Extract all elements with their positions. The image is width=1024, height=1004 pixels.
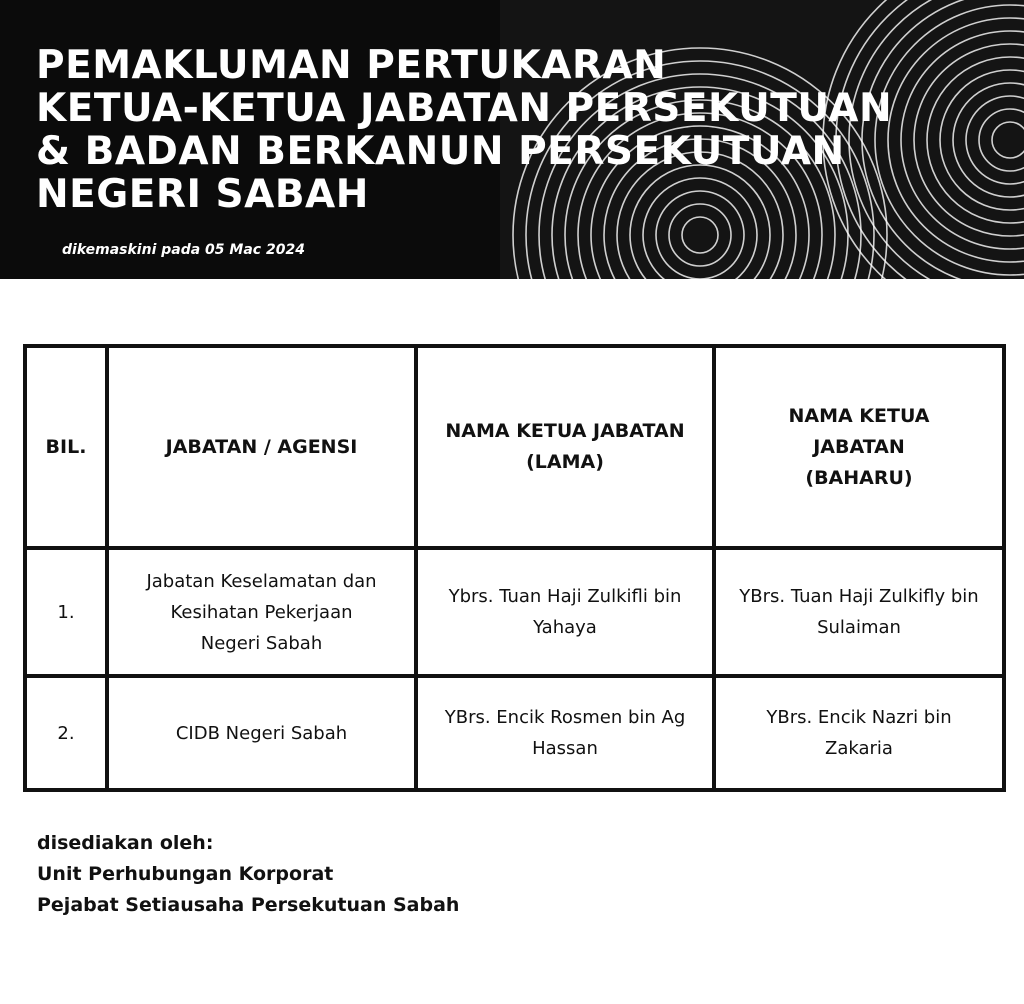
cell-new-head-line: YBrs. Encik Nazri bin <box>766 707 952 728</box>
cell-agency-line: Negeri Sabah <box>200 632 323 654</box>
header-agency-label: JABATAN / AGENSI <box>165 435 358 458</box>
prepared-by-label: disediakan oleh: <box>37 832 214 854</box>
office-name: Pejabat Setiausaha Persekutuan Sabah <box>37 894 460 916</box>
title-line: KETUA-KETUA JABATAN PERSEKUTUAN <box>36 86 893 131</box>
cell-old-head-line: Ybrs. Tuan Haji Zulkifli bin <box>448 586 682 607</box>
cell-old-head-line: Yahaya <box>533 617 597 638</box>
cell-new-head-line: Zakaria <box>825 738 893 759</box>
cell-bil <box>25 548 107 676</box>
header-new-head-line: JABATAN <box>813 435 905 458</box>
unit-name: Unit Perhubungan Korporat <box>37 863 334 885</box>
header-bil <box>25 346 107 548</box>
header-agency <box>107 346 416 548</box>
updated-date: dikemaskini pada 05 Mac 2024 <box>62 242 305 258</box>
cell-old-head-line: YBrs. Encik Rosmen bin Ag <box>444 707 686 728</box>
header-old-head <box>416 346 714 548</box>
page-title <box>36 44 996 216</box>
cell-new-head-line: Sulaiman <box>817 617 901 638</box>
cell-agency-line: CIDB Negeri Sabah <box>175 722 348 744</box>
cell-bil-text: 1. <box>57 601 75 623</box>
title-line: & BADAN BERKANUN PERSEKUTUAN <box>36 129 845 174</box>
header-bil-label: BIL. <box>45 435 87 458</box>
cell-agency-line: Kesihatan Pekerjaan <box>170 601 353 623</box>
cell-old-head <box>416 676 714 790</box>
header-new-head-line: NAMA KETUA <box>788 404 930 427</box>
header-banner <box>0 0 1024 279</box>
footer-credits <box>37 828 459 921</box>
title-line: NEGERI SABAH <box>36 172 369 217</box>
table-header-row <box>25 346 1004 548</box>
header-new-head-line: (BAHARU) <box>805 466 913 489</box>
table-row <box>25 676 1004 790</box>
header-old-head-line: (LAMA) <box>526 451 604 473</box>
cell-bil-text: 2. <box>57 722 75 744</box>
cell-agency <box>107 548 416 676</box>
cell-agency-line: Jabatan Keselamatan dan <box>146 570 377 592</box>
header-old-head-line: NAMA KETUA JABATAN <box>445 420 685 442</box>
head-exchange-table-container <box>23 344 1002 792</box>
table-row <box>25 548 1004 676</box>
header-new-head <box>714 346 1004 548</box>
cell-new-head-line: YBrs. Tuan Haji Zulkifly bin <box>739 586 979 607</box>
cell-old-head-line: Hassan <box>532 738 598 759</box>
title-line: PEMAKLUMAN PERTUKARAN <box>36 43 667 88</box>
cell-bil <box>25 676 107 790</box>
cell-agency <box>107 676 416 790</box>
cell-new-head <box>714 548 1004 676</box>
cell-new-head <box>714 676 1004 790</box>
cell-old-head <box>416 548 714 676</box>
head-exchange-table <box>23 344 1006 792</box>
